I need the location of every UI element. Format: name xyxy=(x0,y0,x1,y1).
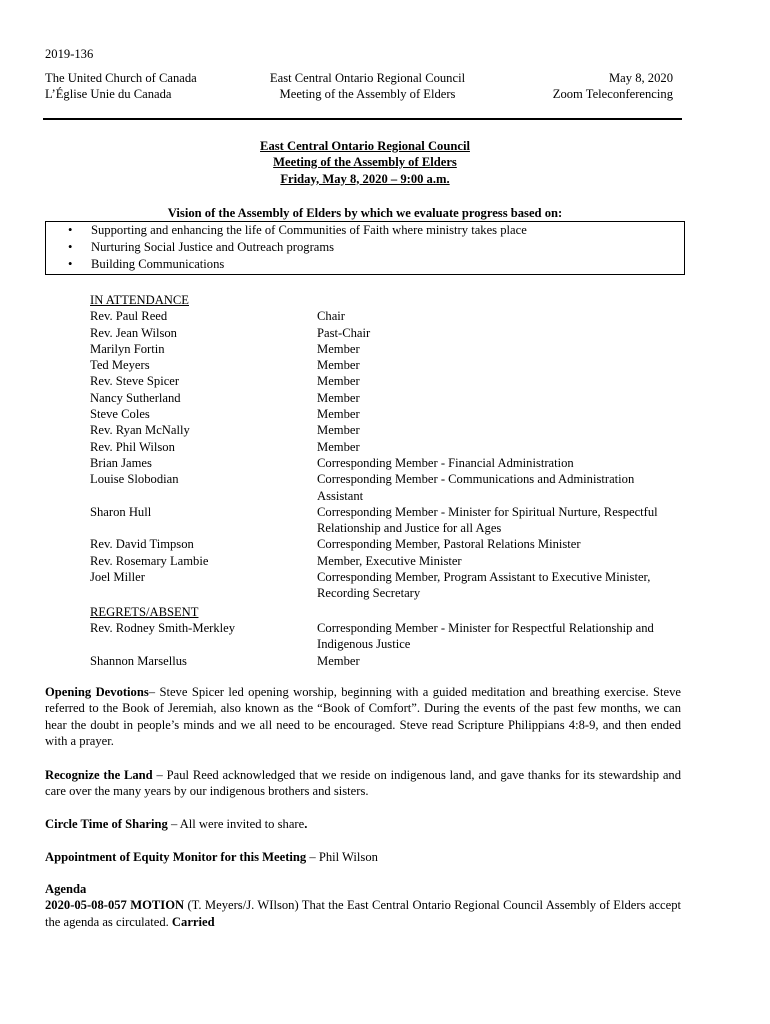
header-left xyxy=(45,70,197,103)
attendance-row xyxy=(90,553,680,569)
attendee-role: Member, Executive Minister xyxy=(317,553,462,568)
regrets-role: Corresponding Member - Minister for Respectful Relationship and Indigenous Justice xyxy=(317,620,654,652)
header-council: East Central Ontario Regional Council xyxy=(269,71,466,85)
header-meeting: Meeting of the Assembly of Elders xyxy=(279,87,456,102)
attendee-name: Rev. Steve Spicer xyxy=(90,374,180,389)
vision-item xyxy=(68,256,684,273)
attendance-row xyxy=(90,504,680,537)
attendee-name: Ted Meyers xyxy=(90,358,150,373)
motion-label: 2020-05-08-057 MOTION xyxy=(45,898,185,913)
attendance-row xyxy=(90,308,680,324)
bullet-icon: • xyxy=(68,223,73,237)
header-center xyxy=(230,70,505,103)
attendee-role: Corresponding Member, Program Assistant to Executive Minister, Recording Secretary xyxy=(317,570,651,601)
header-date: May 8, 2020 xyxy=(608,71,673,85)
header-org-english: The United Church of Canada xyxy=(45,71,197,85)
header-org-french: L’Église Unie du Canada xyxy=(45,87,172,102)
attendee-name: Rev. Jean Wilson xyxy=(90,325,177,340)
header-divider xyxy=(43,118,682,120)
header-location: Zoom Teleconferencing xyxy=(552,87,673,102)
attendance-row xyxy=(90,390,680,406)
document-number: 2019-136 xyxy=(45,47,94,61)
bullet-icon: • xyxy=(68,257,73,271)
regrets-row xyxy=(90,620,680,653)
attendee-name: Rev. Rosemary Lambie xyxy=(90,553,209,568)
attendee-role: Member xyxy=(317,358,360,373)
vision-item-text: Building Communications xyxy=(91,257,225,271)
regrets-name: Rev. Rodney Smith-Merkley xyxy=(90,620,236,635)
attendee-name: Rev. Phil Wilson xyxy=(90,439,175,454)
attendee-name: Rev. Ryan McNally xyxy=(90,423,190,438)
regrets-row xyxy=(90,653,680,669)
regrets-role: Member xyxy=(317,653,360,668)
attendee-name: Nancy Sutherland xyxy=(90,390,181,405)
attendance-row xyxy=(90,471,680,504)
equity-monitor-label: Appointment of Equity Monitor for this Meeting xyxy=(45,850,307,864)
attendee-name: Marilyn Fortin xyxy=(90,341,165,356)
recognize-land-text: – Paul Reed acknowledged that we reside on indigenous land, and gave thanks for its stewardship and care over the many years by our indigenous brothers and sisters. xyxy=(45,768,681,799)
attendee-role: Member xyxy=(317,439,360,454)
vision-heading: Vision of the Assembly of Elders by which we evaluate progress based on: xyxy=(167,206,563,220)
opening-devotions-text: – Steve Spicer led opening worship, beginning with a guided meditation and breathing exercise. Steve referred to the Book of Jeremiah, also known as the “Book of Comfort”. During the events of the past few months, we can hear the doubt in people’s minds and we all need to be encouraged. Steve read Scripture Philippians 4:8-9, and then ended with a prayer. xyxy=(45,685,681,748)
attendance-row xyxy=(90,373,680,389)
regrets-name: Shannon Marsellus xyxy=(90,653,187,668)
attendee-name: Joel Miller xyxy=(90,570,145,585)
attendee-role: Member xyxy=(317,341,360,356)
attendee-role: Member xyxy=(317,390,360,405)
circle-time-text: – All were invited to share xyxy=(167,817,305,831)
attendee-role: Corresponding Member, Pastoral Relations Minister xyxy=(317,537,581,552)
attendance-section xyxy=(90,292,680,669)
attendance-row xyxy=(90,455,680,471)
attendee-name: Steve Coles xyxy=(90,407,150,422)
attendee-name: Rev. David Timpson xyxy=(90,537,194,552)
attendee-role: Member xyxy=(317,423,360,438)
agenda-heading: Agenda xyxy=(45,882,87,896)
vision-item-text: Supporting and enhancing the life of Communities of Faith where ministry takes place xyxy=(91,223,527,237)
opening-devotions-label: Opening Devotions xyxy=(45,685,149,699)
attendee-role: Member xyxy=(317,407,360,422)
vision-list xyxy=(46,222,684,273)
title-date: Friday, May 8, 2020 – 9:00 a.m. xyxy=(280,171,450,186)
attendance-heading: IN ATTENDANCE xyxy=(90,293,189,307)
attendee-role: Corresponding Member - Financial Administration xyxy=(317,455,574,470)
attendee-name: Louise Slobodian xyxy=(90,472,179,487)
attendance-row xyxy=(90,422,680,438)
attendance-row xyxy=(90,357,680,373)
equity-monitor-paragraph xyxy=(45,849,681,865)
attendance-row xyxy=(90,341,680,357)
circle-time-label: Circle Time of Sharing xyxy=(45,817,168,831)
header-right xyxy=(520,70,673,103)
regrets-heading: REGRETS/ABSENT xyxy=(90,604,199,619)
opening-devotions-paragraph xyxy=(45,684,681,749)
motion-result: Carried xyxy=(171,914,215,929)
title-council: East Central Ontario Regional Council xyxy=(260,139,470,153)
attendee-role: Chair xyxy=(317,309,345,324)
recognize-land-paragraph xyxy=(45,767,681,800)
circle-time-end: . xyxy=(304,817,308,831)
equity-monitor-text: – Phil Wilson xyxy=(306,850,378,864)
attendance-row xyxy=(90,439,680,455)
recognize-land-label: Recognize the Land xyxy=(45,768,153,782)
circle-time-paragraph xyxy=(45,816,681,832)
document-title xyxy=(110,138,620,187)
vision-item xyxy=(68,222,684,239)
motion-text: (T. Meyers/J. WIlson) That the East Central Ontario Regional Council Assembly of Elders accept the agenda as circulated. xyxy=(45,898,681,929)
vision-item-text: Nurturing Social Justice and Outreach programs xyxy=(91,240,335,254)
attendee-role: Member xyxy=(317,374,360,389)
bullet-icon: • xyxy=(68,240,73,254)
attendee-role: Past-Chair xyxy=(317,325,371,340)
attendee-role: Corresponding Member - Minister for Spiritual Nurture, Respectful Relationship and Justice for all Ages xyxy=(317,504,658,536)
attendee-name: Brian James xyxy=(90,455,152,470)
agenda-motion xyxy=(45,897,681,930)
attendance-row xyxy=(90,406,680,422)
attendance-row xyxy=(90,325,680,341)
agenda-section xyxy=(45,881,681,930)
attendance-row xyxy=(90,569,680,602)
attendee-name: Rev. Paul Reed xyxy=(90,309,168,324)
attendee-name: Sharon Hull xyxy=(90,504,152,519)
title-meeting: Meeting of the Assembly of Elders xyxy=(273,155,457,170)
vision-box xyxy=(45,221,685,275)
attendance-row xyxy=(90,536,680,552)
vision-item xyxy=(68,239,684,256)
attendee-role: Corresponding Member - Communications and Administration Assistant xyxy=(317,472,635,503)
